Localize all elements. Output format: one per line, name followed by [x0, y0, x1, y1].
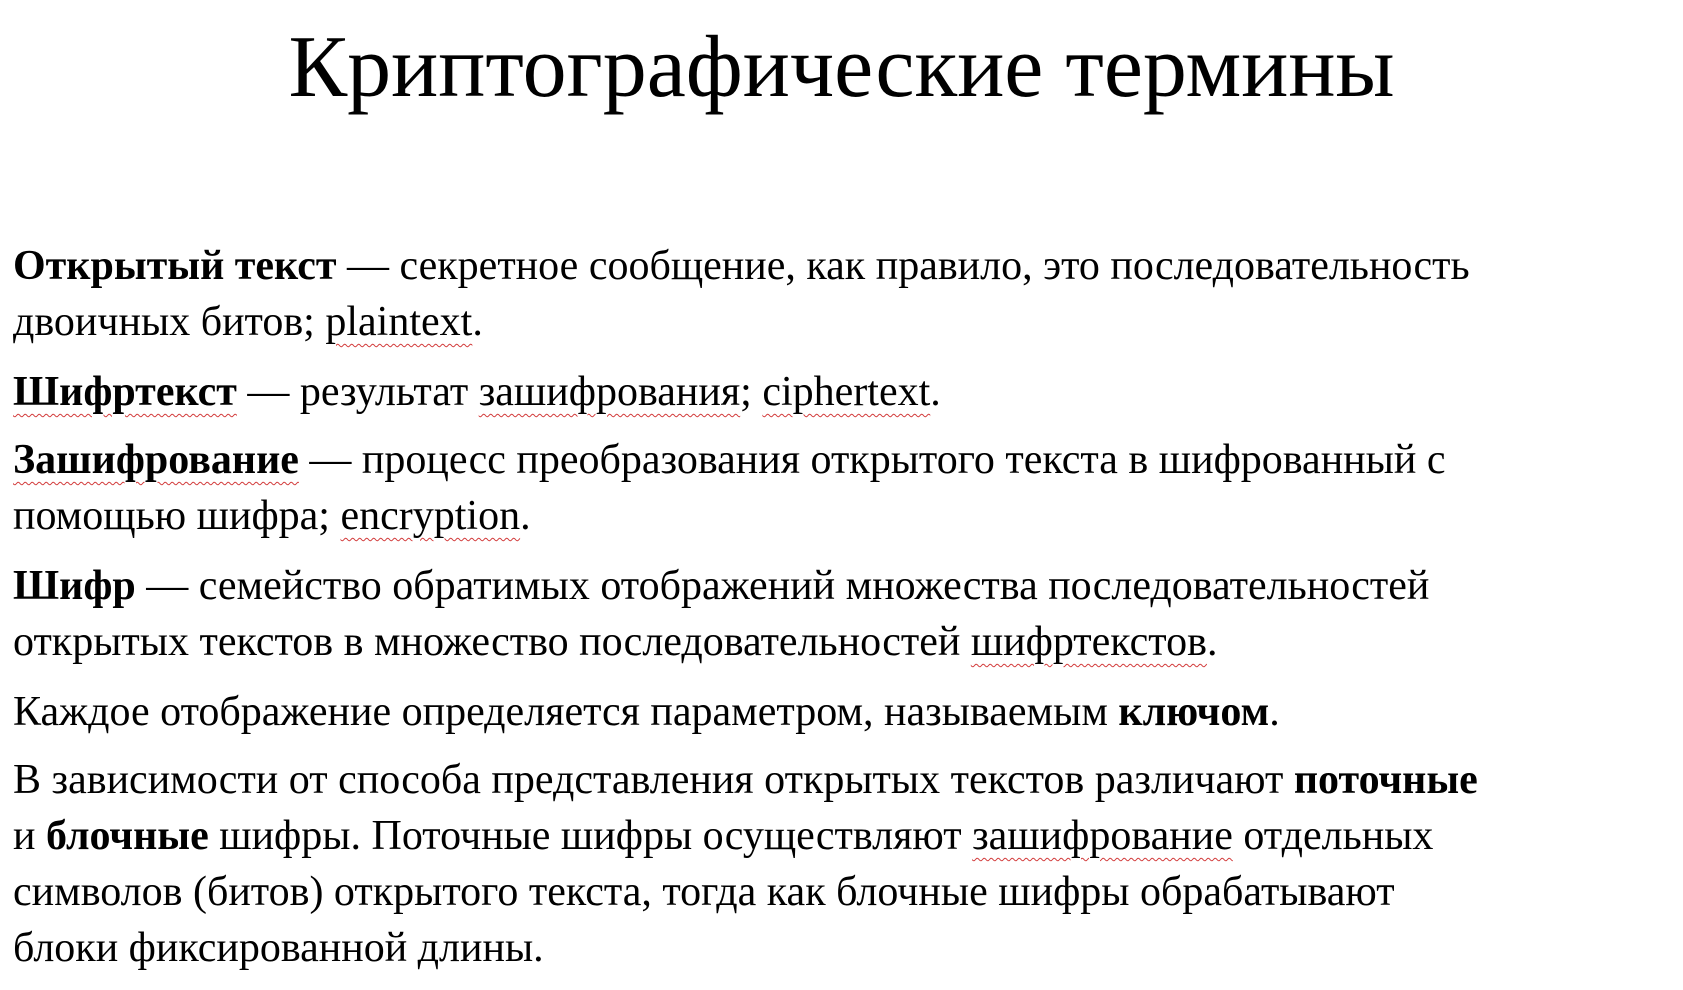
definition-encryption	[13, 432, 1683, 544]
slide-body	[13, 238, 1683, 990]
definition-word: зашифрования	[478, 369, 741, 415]
line	[13, 808, 1683, 864]
paragraph-text: В зависимости от способа представления открытых текстов различают	[13, 757, 1294, 803]
statement-text: Каждое отображение определяется параметром, называемым	[13, 689, 1119, 735]
line	[13, 558, 1683, 614]
term-key: ключом	[1118, 689, 1270, 735]
line	[13, 294, 1683, 350]
term-block: блочные	[45, 813, 209, 859]
line	[13, 488, 1683, 544]
definition-text: — семейство обратимых отображений множества последовательностей	[135, 563, 1430, 609]
paragraph-text: шифры. Поточные шифры осуществляют	[208, 813, 973, 859]
punctuation: .	[472, 299, 483, 345]
line	[13, 238, 1683, 294]
paragraph-text: и	[13, 813, 46, 859]
definition-text: ;	[740, 369, 763, 415]
definition-cipher	[13, 558, 1683, 670]
definition-ciphertext	[13, 364, 1683, 420]
definition-text: — секретное сообщение, как правило, это последовательность	[336, 243, 1470, 289]
term-stream: поточные	[1293, 757, 1478, 803]
punctuation: .	[520, 493, 531, 539]
term-cipher: Шифр	[13, 563, 136, 609]
punctuation: .	[1269, 689, 1280, 735]
punctuation: .	[930, 369, 941, 415]
term-encryption: Зашифрование	[13, 437, 299, 483]
definition-text: двоичных битов;	[13, 299, 326, 345]
paragraph-word: зашифрование	[972, 813, 1233, 859]
english-term: plaintext	[325, 299, 473, 345]
term-plaintext: Открытый текст	[13, 243, 337, 289]
line: блоки фиксированной длины.	[13, 925, 544, 971]
definition-text: помощью шифра;	[13, 493, 341, 539]
line	[13, 364, 1683, 420]
definition-plaintext	[13, 238, 1683, 350]
term-ciphertext: Шифртекст	[13, 369, 237, 415]
definition-text: — результат	[236, 369, 479, 415]
cipher-types-paragraph	[13, 752, 1683, 976]
line	[13, 432, 1683, 488]
punctuation: .	[1206, 619, 1218, 665]
english-term: ciphertext	[762, 369, 931, 415]
key-statement	[13, 684, 1683, 740]
line: символов (битов) открытого текста, тогда как блочные шифры обрабатывают	[13, 869, 1395, 915]
paragraph-text: отдельных	[1232, 813, 1434, 859]
english-term: encryption	[340, 493, 521, 539]
line	[13, 684, 1683, 740]
definition-text: открытых текстов в множество последовательностей	[13, 619, 971, 665]
definition-word: шифртекстов	[970, 619, 1207, 665]
line	[13, 752, 1683, 808]
definition-text: — процесс преобразования открытого текста в шифрованный с	[298, 437, 1446, 483]
line	[13, 614, 1683, 670]
page-title: Криптографические термины	[288, 19, 1395, 116]
